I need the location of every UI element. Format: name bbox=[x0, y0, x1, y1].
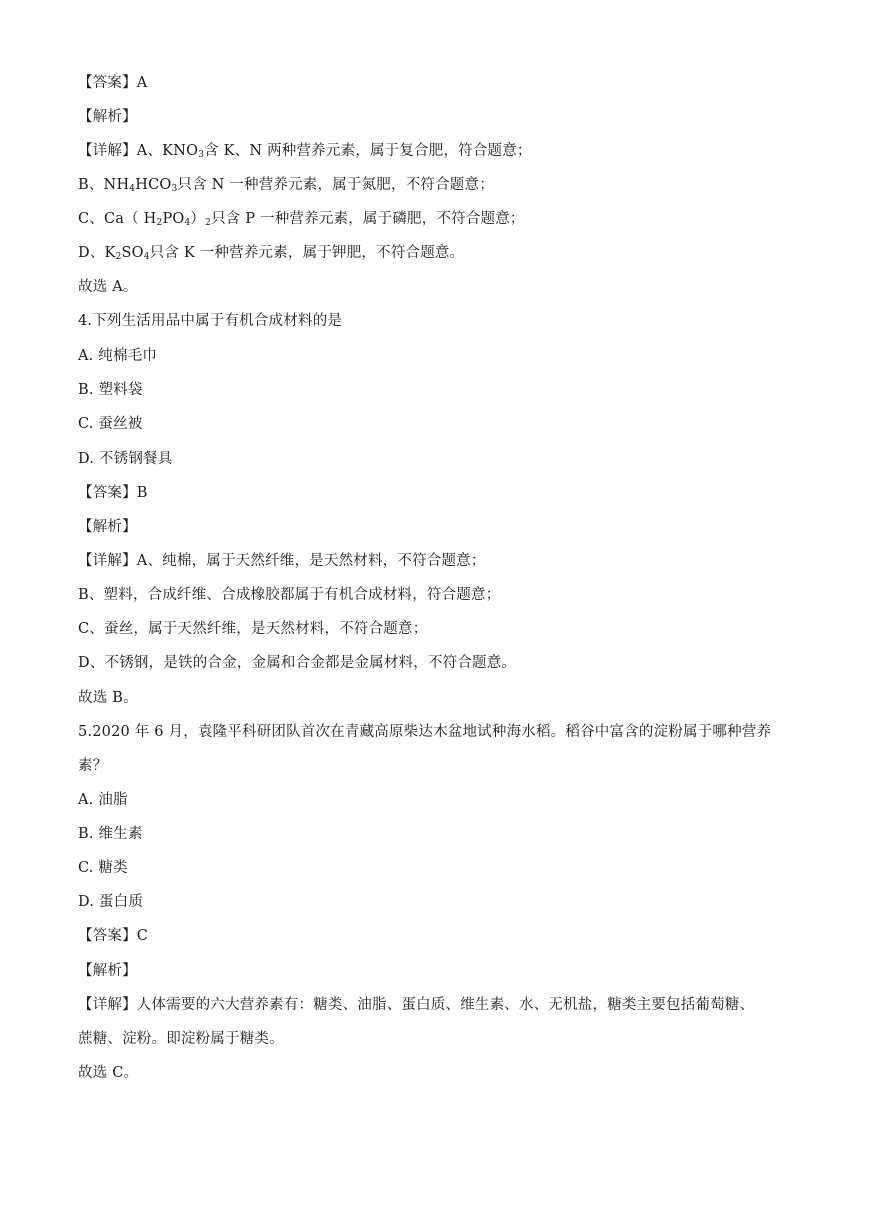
q4-answer: 【答案】B bbox=[78, 485, 148, 501]
q4-option-b: B. 塑料袋 bbox=[78, 382, 143, 398]
q5-option-a: A. 油脂 bbox=[78, 792, 128, 808]
q3-detail-d: D、$K_2SO_4$只含 K 一种营养元素，属于钾肥，不符合题意。 bbox=[78, 245, 465, 262]
q4-option-c: C. 蚕丝被 bbox=[78, 416, 143, 432]
q4-detail-c: C、蚕丝，属于天然纤维，是天然材料，不符合题意； bbox=[78, 621, 428, 637]
q4-question: 4.下列生活用品中属于有机合成材料的是 bbox=[78, 313, 343, 329]
q5-answer: 【答案】C bbox=[78, 928, 149, 944]
q5-question-line2: 素？ bbox=[78, 758, 108, 774]
q3-answer: 【答案】A bbox=[78, 75, 148, 91]
q3-detail-b: B、$NH_4HCO_3$只含 N 一种营养元素，属于氮肥，不符合题意； bbox=[78, 177, 494, 194]
q5-analysis-label: 【解析】 bbox=[78, 963, 137, 979]
q3-detail-c: C、Ca（ $H_2PO_4)_2$只含 P 一种营养元素，属于磷肥，不符合题意； bbox=[78, 211, 525, 228]
q3-analysis-label: 【解析】 bbox=[78, 109, 137, 125]
q3-detail-a: 【详解】A、$KNO_3$含 K、N 两种营养元素，属于复合肥，符合题意； bbox=[78, 143, 532, 160]
q5-detail-line1: 【详解】人体需要的六大营养素有：糖类、油脂、蛋白质、维生素、水、无机盐，糖类主要包括葡萄糖、 bbox=[78, 997, 755, 1013]
q4-option-d: D. 不锈钢餐具 bbox=[78, 451, 173, 467]
q4-choose: 故选 B。 bbox=[78, 690, 138, 706]
q3-choose: 故选 A。 bbox=[78, 279, 138, 295]
q4-analysis-label: 【解析】 bbox=[78, 519, 137, 535]
q5-choose: 故选 C。 bbox=[78, 1065, 139, 1081]
q4-option-a: A. 纯棉毛巾 bbox=[78, 348, 158, 364]
q4-detail-d: D、不锈钢，是铁的合金，金属和合金都是金属材料，不符合题意。 bbox=[78, 655, 517, 671]
q4-detail-b: B、塑料，合成纤维、合成橡胶都属于有机合成材料，符合题意； bbox=[78, 587, 501, 603]
q5-option-d: D. 蛋白质 bbox=[78, 894, 144, 910]
q4-detail-a: 【详解】A、纯棉，属于天然纤维，是天然材料，不符合题意； bbox=[78, 553, 486, 569]
q5-option-b: B. 维生素 bbox=[78, 826, 143, 842]
q5-detail-line2: 蔗糖、淀粉。即淀粉属于糖类。 bbox=[78, 1031, 284, 1047]
q5-option-c: C. 糖类 bbox=[78, 860, 128, 876]
q5-question-line1: 5.2020 年 6 月，袁隆平科研团队首次在青藏高原柴达木盆地试种海水稻。稻谷中富含的淀粉属于哪种营养 bbox=[78, 724, 772, 740]
